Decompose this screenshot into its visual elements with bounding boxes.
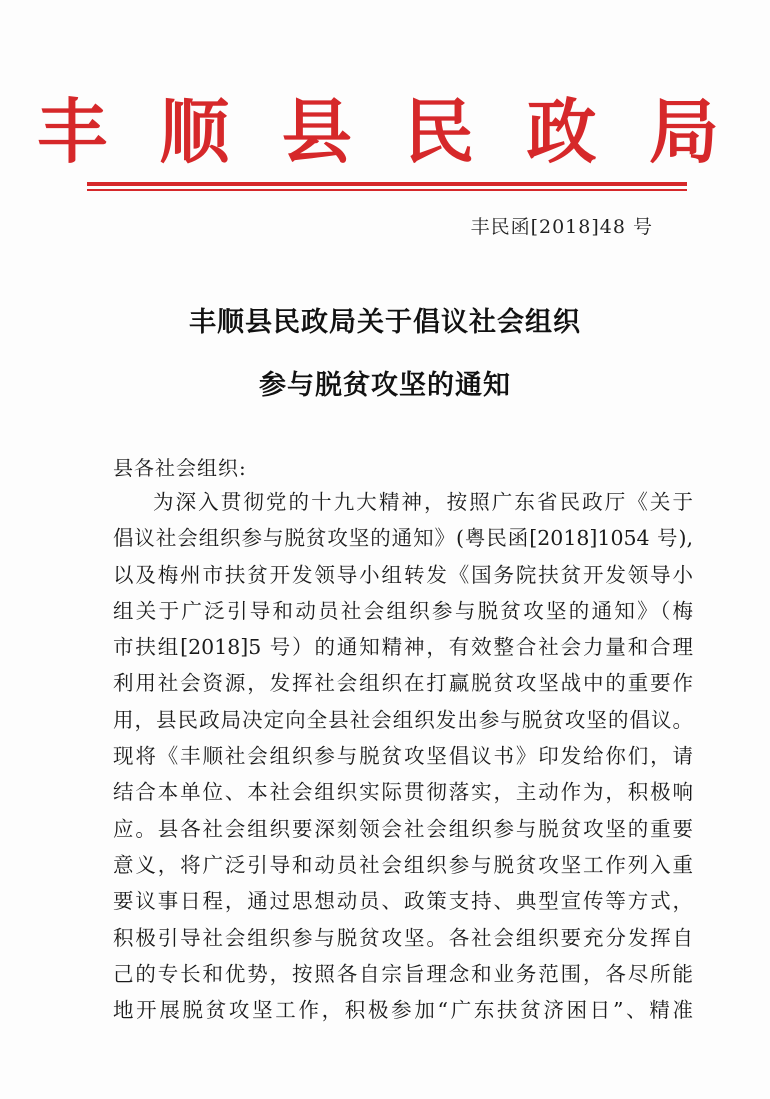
body-line: 积极引导社会组织参与脱贫攻坚。各社会组织要充分发挥自	[113, 925, 693, 950]
body-line: 市扶组[2018]5 号）的通知精神，有效整合社会力量和合理	[113, 635, 693, 660]
body-line: 地开展脱贫攻坚工作，积极参加“广东扶贫济困日”、精准	[113, 998, 693, 1023]
document-number: 丰民函[2018]48 号	[470, 216, 653, 238]
document-title-line-2: 参与脱贫攻坚的通知	[259, 370, 511, 401]
body-line: 为深入贯彻党的十九大精神，按照广东省民政厅《关于	[153, 490, 693, 514]
letterhead-rule-thin	[87, 189, 687, 191]
body-line: 组关于广泛引导和动员社会组织参与脱贫攻坚的通知》（梅	[113, 598, 693, 623]
letterhead-rule-thick	[87, 182, 687, 186]
body-line: 现将《丰顺社会组织参与脱贫攻坚倡议书》印发给你们，请	[113, 744, 693, 769]
body-line: 意义，将广泛引导和动员社会组织参与脱贫攻坚工作列入重	[113, 852, 693, 877]
body-line: 应。县各社会组织要深刻领会社会组织参与脱贫攻坚的重要	[113, 816, 693, 841]
body-line: 己的专长和优势，按照各自宗旨理念和业务范围，各尽所能	[113, 961, 693, 986]
body-line: 倡议社会组织参与脱贫攻坚的通知》(粤民函[2018]1054 号),	[113, 526, 693, 551]
body-line: 要议事日程，通过思想动员、政策支持、典型宣传等方式，	[113, 889, 693, 914]
body-line: 结合本单位、本社会组织实际贯彻落实，主动作为，积极响	[113, 780, 693, 805]
letterhead-org-name: 丰 顺 县 民 政 局	[37, 90, 733, 173]
body-line: 用，县民政局决定向全县社会组织发出参与脱贫攻坚的倡议。	[113, 707, 693, 732]
body-line: 以及梅州市扶贫开发领导小组转发《国务院扶贫开发领导小	[113, 562, 693, 587]
body-text	[113, 484, 693, 1028]
body-line: 利用社会资源，发挥社会组织在打赢脱贫攻坚战中的重要作	[113, 671, 693, 696]
salutation: 县各社会组织:	[113, 456, 247, 480]
document-title-line-1: 丰顺县民政局关于倡议社会组织	[189, 307, 581, 338]
